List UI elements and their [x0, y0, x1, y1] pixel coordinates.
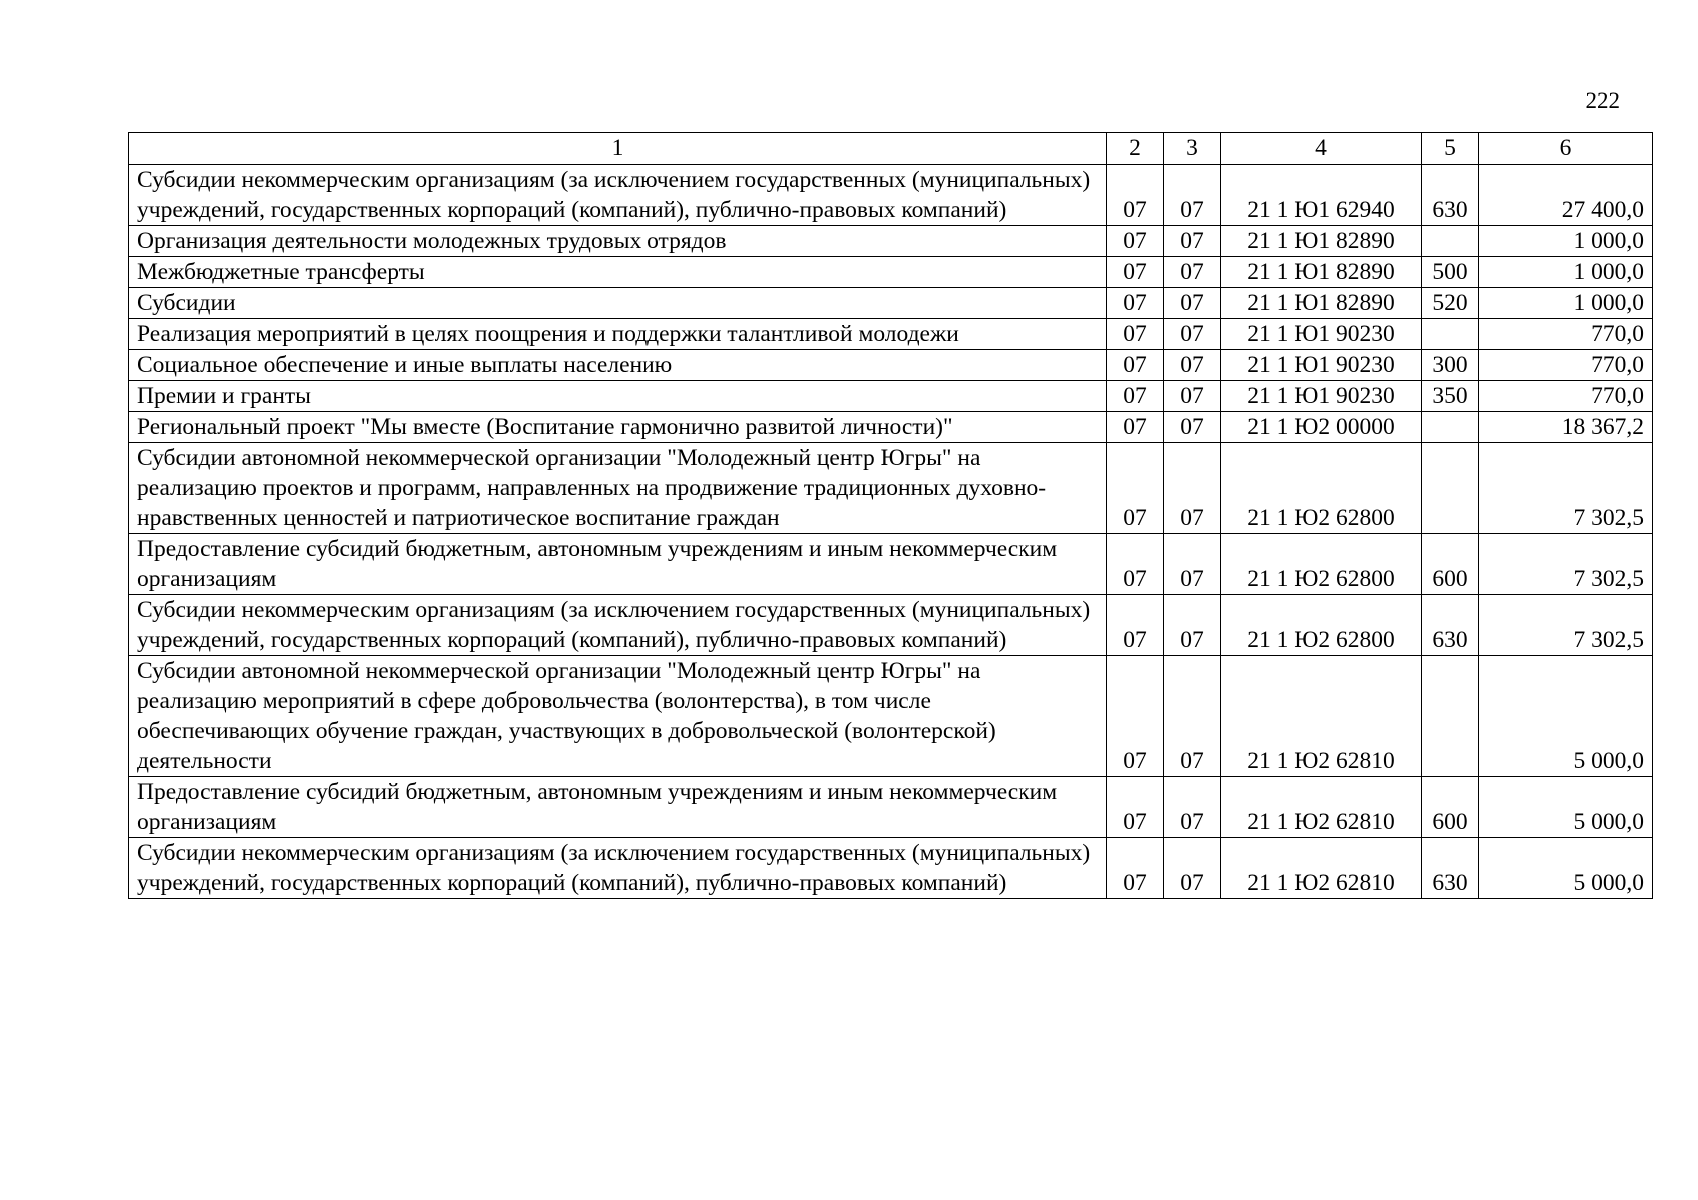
row-target-article-cell: 21 1 Ю2 62810: [1221, 656, 1422, 777]
row-subsection-cell: 07: [1164, 412, 1221, 443]
row-name-cell: Реализация мероприятий в целях поощрения и поддержки талантливой молодежи: [129, 319, 1107, 350]
row-amount-cell: 27 400,0: [1479, 165, 1653, 226]
row-expense-type-cell: 600: [1422, 777, 1479, 838]
row-name-cell: Премии и гранты: [129, 381, 1107, 412]
row-amount-cell: 1 000,0: [1479, 288, 1653, 319]
row-section-cell: 07: [1107, 319, 1164, 350]
row-expense-type-cell: 520: [1422, 288, 1479, 319]
row-expense-type-cell: 300: [1422, 350, 1479, 381]
row-section-cell: 07: [1107, 257, 1164, 288]
row-expense-type-cell: 630: [1422, 595, 1479, 656]
row-section-cell: 07: [1107, 838, 1164, 899]
row-subsection-cell: 07: [1164, 350, 1221, 381]
row-subsection-cell: 07: [1164, 656, 1221, 777]
row-subsection-cell: 07: [1164, 595, 1221, 656]
row-target-article-cell: 21 1 Ю2 62810: [1221, 838, 1422, 899]
row-amount-cell: 770,0: [1479, 319, 1653, 350]
row-target-article-cell: 21 1 Ю2 62800: [1221, 534, 1422, 595]
table-row: [129, 226, 1653, 257]
row-target-article-cell: 21 1 Ю1 90230: [1221, 319, 1422, 350]
column-header-6: 6: [1479, 133, 1653, 165]
row-expense-type-cell: [1422, 226, 1479, 257]
table-row: [129, 777, 1653, 838]
table-row: [129, 534, 1653, 595]
row-section-cell: 07: [1107, 534, 1164, 595]
row-section-cell: 07: [1107, 381, 1164, 412]
row-amount-cell: 18 367,2: [1479, 412, 1653, 443]
row-amount-cell: 770,0: [1479, 381, 1653, 412]
table-row: [129, 350, 1653, 381]
row-section-cell: 07: [1107, 165, 1164, 226]
budget-table: [128, 132, 1653, 899]
row-amount-cell: 7 302,5: [1479, 443, 1653, 534]
row-subsection-cell: 07: [1164, 226, 1221, 257]
row-target-article-cell: 21 1 Ю1 82890: [1221, 257, 1422, 288]
table-row: [129, 257, 1653, 288]
row-amount-cell: 1 000,0: [1479, 257, 1653, 288]
row-subsection-cell: 07: [1164, 777, 1221, 838]
row-section-cell: 07: [1107, 595, 1164, 656]
row-expense-type-cell: [1422, 319, 1479, 350]
row-name-cell: Социальное обеспечение и иные выплаты населению: [129, 350, 1107, 381]
row-expense-type-cell: 600: [1422, 534, 1479, 595]
row-name-cell: Субсидии некоммерческим организациям (за исключением государственных (муниципальных) учреждений, государственных корпораций (компаний), публично-правовых компаний): [129, 165, 1107, 226]
row-subsection-cell: 07: [1164, 288, 1221, 319]
row-target-article-cell: 21 1 Ю2 62800: [1221, 595, 1422, 656]
row-name-cell: Субсидии некоммерческим организациям (за исключением государственных (муниципальных) учреждений, государственных корпораций (компаний), публично-правовых компаний): [129, 595, 1107, 656]
row-subsection-cell: 07: [1164, 838, 1221, 899]
row-subsection-cell: 07: [1164, 443, 1221, 534]
row-section-cell: 07: [1107, 288, 1164, 319]
row-section-cell: 07: [1107, 777, 1164, 838]
row-target-article-cell: 21 1 Ю1 82890: [1221, 288, 1422, 319]
row-name-cell: Региональный проект "Мы вместе (Воспитание гармонично развитой личности)": [129, 412, 1107, 443]
row-amount-cell: 7 302,5: [1479, 595, 1653, 656]
row-expense-type-cell: 500: [1422, 257, 1479, 288]
row-section-cell: 07: [1107, 350, 1164, 381]
row-subsection-cell: 07: [1164, 165, 1221, 226]
row-amount-cell: 770,0: [1479, 350, 1653, 381]
row-name-cell: Предоставление субсидий бюджетным, автономным учреждениям и иным некоммерческим организациям: [129, 777, 1107, 838]
row-amount-cell: 1 000,0: [1479, 226, 1653, 257]
column-header-5: 5: [1422, 133, 1479, 165]
row-name-cell: Субсидии некоммерческим организациям (за исключением государственных (муниципальных) учреждений, государственных корпораций (компаний), публично-правовых компаний): [129, 838, 1107, 899]
row-section-cell: 07: [1107, 443, 1164, 534]
table-row: [129, 288, 1653, 319]
table-row: [129, 412, 1653, 443]
row-target-article-cell: 21 1 Ю1 90230: [1221, 381, 1422, 412]
row-amount-cell: 5 000,0: [1479, 838, 1653, 899]
row-section-cell: 07: [1107, 412, 1164, 443]
row-subsection-cell: 07: [1164, 257, 1221, 288]
row-target-article-cell: 21 1 Ю1 90230: [1221, 350, 1422, 381]
row-section-cell: 07: [1107, 656, 1164, 777]
row-name-cell: Субсидии автономной некоммерческой организации "Молодежный центр Югры" на реализацию проектов и программ, направленных на продвижение традиционных духовно-нравственных ценностей и патриотическое воспитание граждан: [129, 443, 1107, 534]
row-target-article-cell: 21 1 Ю2 00000: [1221, 412, 1422, 443]
row-subsection-cell: 07: [1164, 381, 1221, 412]
row-target-article-cell: 21 1 Ю1 82890: [1221, 226, 1422, 257]
row-name-cell: Субсидии: [129, 288, 1107, 319]
page-number: 222: [1585, 88, 1620, 113]
row-target-article-cell: 21 1 Ю2 62810: [1221, 777, 1422, 838]
row-expense-type-cell: [1422, 443, 1479, 534]
table-row: [129, 656, 1653, 777]
table-row: [129, 443, 1653, 534]
row-expense-type-cell: 630: [1422, 838, 1479, 899]
row-name-cell: Субсидии автономной некоммерческой организации "Молодежный центр Югры" на реализацию мероприятий в сфере добровольчества (волонтерства), в том числе обеспечивающих обучение граждан, участвующих в добровольческой (волонтерской) деятельности: [129, 656, 1107, 777]
row-section-cell: 07: [1107, 226, 1164, 257]
column-header-1: 1: [129, 133, 1107, 165]
row-name-cell: Предоставление субсидий бюджетным, автономным учреждениям и иным некоммерческим организациям: [129, 534, 1107, 595]
table-row: [129, 381, 1653, 412]
row-expense-type-cell: [1422, 412, 1479, 443]
row-amount-cell: 5 000,0: [1479, 656, 1653, 777]
column-header-4: 4: [1221, 133, 1422, 165]
row-name-cell: Организация деятельности молодежных трудовых отрядов: [129, 226, 1107, 257]
row-amount-cell: 7 302,5: [1479, 534, 1653, 595]
row-subsection-cell: 07: [1164, 319, 1221, 350]
table-row: [129, 165, 1653, 226]
row-expense-type-cell: 630: [1422, 165, 1479, 226]
row-target-article-cell: 21 1 Ю1 62940: [1221, 165, 1422, 226]
row-name-cell: Межбюджетные трансферты: [129, 257, 1107, 288]
row-subsection-cell: 07: [1164, 534, 1221, 595]
column-header-2: 2: [1107, 133, 1164, 165]
table-header-row: [129, 133, 1653, 165]
row-expense-type-cell: 350: [1422, 381, 1479, 412]
row-amount-cell: 5 000,0: [1479, 777, 1653, 838]
column-header-3: 3: [1164, 133, 1221, 165]
row-target-article-cell: 21 1 Ю2 62800: [1221, 443, 1422, 534]
table-row: [129, 319, 1653, 350]
row-expense-type-cell: [1422, 656, 1479, 777]
table-row: [129, 595, 1653, 656]
table-row: [129, 838, 1653, 899]
